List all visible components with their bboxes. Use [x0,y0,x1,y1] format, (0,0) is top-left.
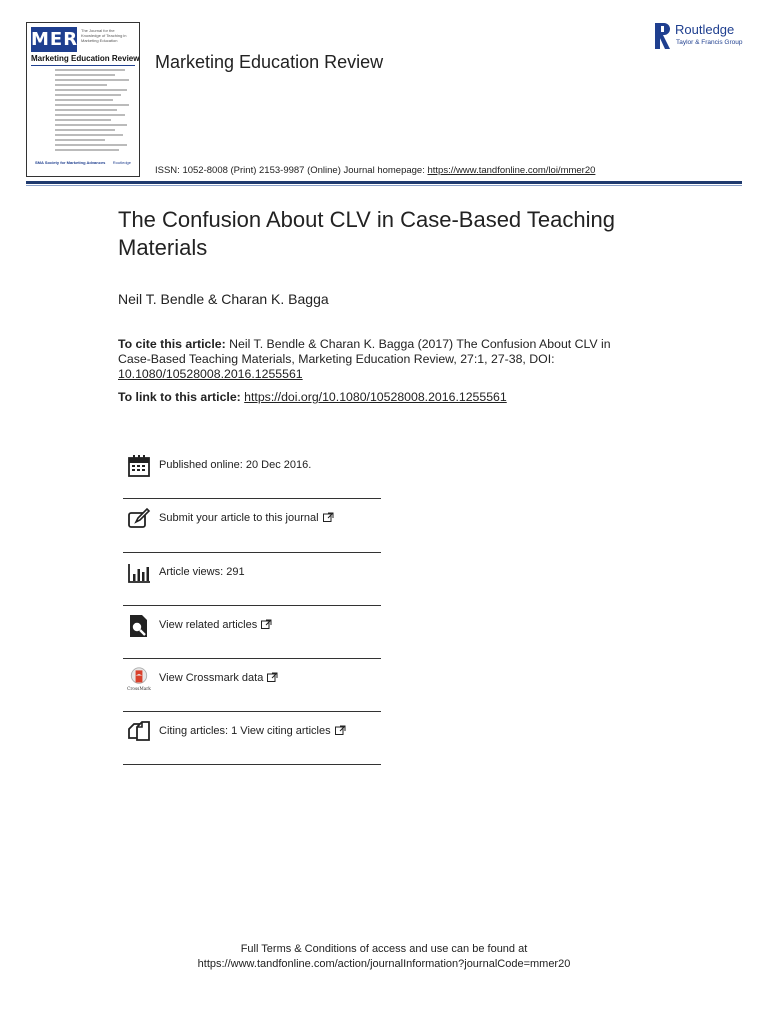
cover-contents [55,69,131,154]
article-views-text: Article views: 291 [159,566,245,578]
document-search-icon [127,614,151,638]
journal-homepage-link[interactable]: https://www.tandfonline.com/loi/mmer20 [427,165,596,176]
journal-name: Marketing Education Review [155,52,384,72]
article-authors: Neil T. Bendle & Charan K. Bagga [118,291,329,307]
cover-title: Marketing Education Review [31,54,140,63]
citing-articles-link[interactable]: Citing articles: 1 View citing articles [159,725,331,737]
external-link-icon [323,512,334,522]
routledge-logo-icon [652,22,672,50]
citing-documents-icon [127,720,151,744]
crossmark-link[interactable]: View Crossmark data [159,672,264,684]
journal-cover-thumbnail [26,22,140,177]
published-online-row [123,446,381,499]
article-title: The Confusion About CLV in Case-Based Teaching Materials [118,207,615,260]
external-link-icon [267,672,278,682]
crossmark-icon [127,667,151,691]
published-online-text: Published online: 20 Dec 2016. [159,459,312,471]
cite-label: To cite this article: [118,337,226,351]
external-link-icon [335,725,346,735]
publisher-name: Routledge [675,22,735,37]
cover-publisher: Routledge [112,160,131,165]
cite-doi-link[interactable]: 10.1080/10528008.2016.1255561 [118,367,303,381]
submit-article-row[interactable] [123,499,381,553]
header-divider [26,181,742,184]
link-label: To link to this article: [118,390,245,404]
cover-blurb: The Journal for the Knowledge of Teaching in Marketing Education [81,28,127,43]
article-doi-link[interactable]: https://doi.org/10.1080/10528008.2016.1255561 [244,390,507,404]
cite-text: Neil T. Bendle & Charan K. Bagga (2017) The Confusion About CLV in Case-Based Teaching Materials, Marketing Education Review, 27:1, 27-38, DOI: [118,337,611,366]
bar-chart-icon [127,561,151,585]
related-articles-row[interactable] [123,606,381,659]
publisher-logo[interactable] [652,22,744,50]
related-articles-link[interactable]: View related articles [159,619,258,631]
citation-block [118,337,618,382]
footer-terms-link[interactable]: https://www.tandfonline.com/action/journalInformation?journalCode=mmer20 [197,958,571,970]
article-info-list [123,446,381,765]
edit-icon [127,507,151,531]
citing-articles-row[interactable] [123,712,381,765]
footer-terms-text: Full Terms & Conditions of access and use can be found at [240,943,528,955]
crossmark-badge-text: CrossMark [127,687,151,691]
link-to-article [118,390,638,404]
cover-footer [31,159,135,169]
footer [0,942,768,972]
publisher-group: Taylor & Francis Group [676,39,743,46]
external-link-icon [261,619,272,629]
issn-text: ISSN: 1052-8008 (Print) 2153-9987 (Online) Journal homepage: [155,165,428,176]
calendar-icon [127,454,151,478]
cover-divider [31,65,135,66]
cover-society: SMA Society for Marketing Advances [35,160,106,165]
submit-article-link[interactable]: Submit your article to this journal [159,512,319,524]
cover-logo: MER [31,29,79,50]
crossmark-row[interactable] [123,659,381,712]
issn-line [155,165,595,176]
header-divider-thin [26,185,742,186]
article-views-row [123,553,381,606]
